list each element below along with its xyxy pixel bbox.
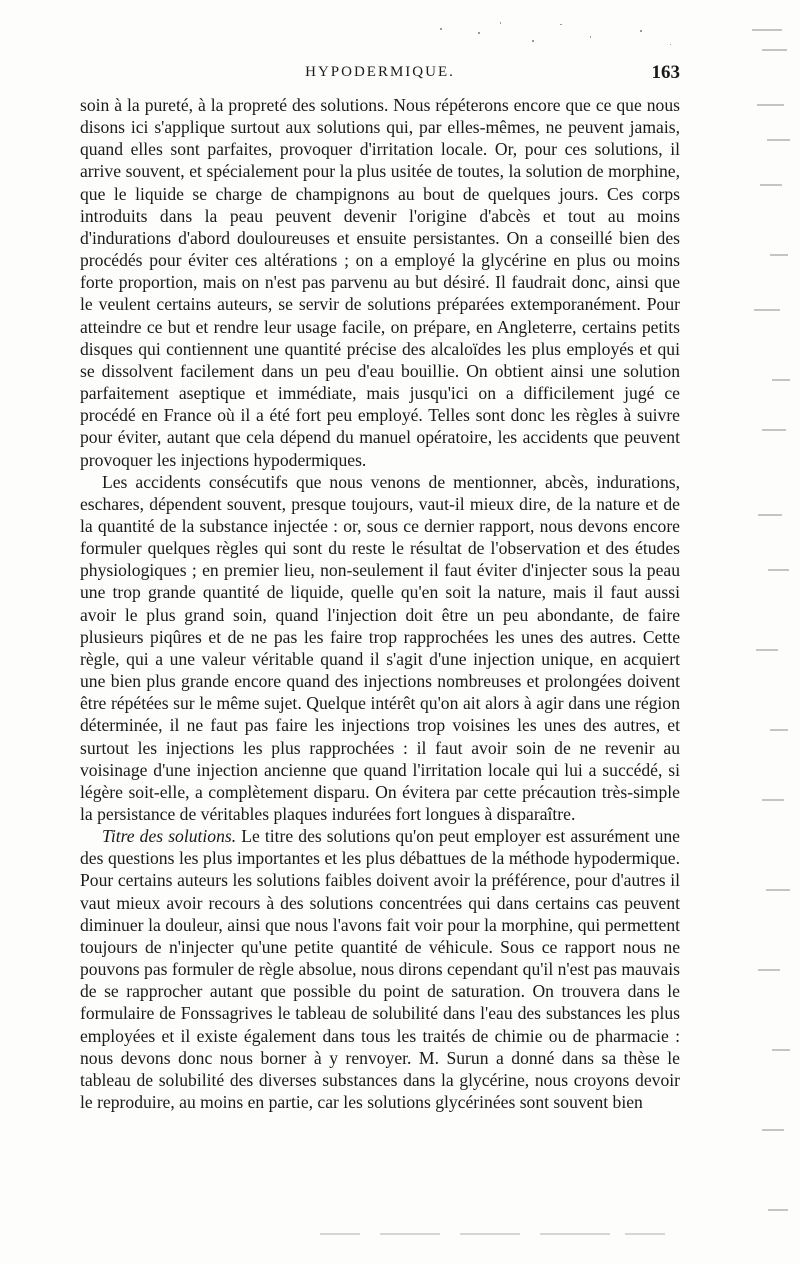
- paragraph-titre-des-solutions: [80, 825, 680, 1113]
- print-bleed-marks-right: [732, 10, 792, 1250]
- paragraph-text: Le titre des solutions qu'on peut employer est assurément une des questions les plus importantes et les plus débattues de la méthode hypodermique. Pour certains auteurs les solutions faibles doivent avoir la préférence, pour d'autres il vaut mieux avoir recours à des solutions concentrées qui dans certains cas peuvent diminuer la douleur, ainsi que nous l'avons fait voir pour la morphine, qui permettent toujours de n'injecter qu'une petite quantité de véhicule. Sous ce rapport nous ne pouvons pas formuler de règle absolue, nous dirons cependant qu'il n'est pas mauvais de se rapprocher autant que possible du point de saturation. On trouvera dans le formulaire de Fonssagrives le tableau de solubilité dans l'eau des substances les plus employées et il existe également dans tous les traités de chimie ou de pharmacie : nous devons donc nous borner à y renvoyer. M. Surun a donné dans sa thèse le tableau de solubilité des diverses substances dans la glycérine, nous croyons devoir le reproduire, au moins en partie, car les solutions glycérinées sont souvent bien: [80, 826, 680, 1113]
- paragraph-accidents: [80, 471, 680, 826]
- running-header: [80, 60, 680, 86]
- print-bleed-marks-bottom: [320, 1229, 670, 1239]
- paragraph-text: Les accidents consécutifs que nous venons de mentionner, abcès, indurations, eschares, dépendent souvent, presque toujours, vaut-il mieux dire, de la nature et de la quantité de la substance injectée : or, sous ce dernier rapport, nous devons encore formuler quelques règles qui sont du reste le résultat de l'observation et des études physiologiques ; en premier lieu, non-seulement il faut éviter d'injecter sous la peau une trop grande quantité de liquide, quelle qu'en soit la nature, mais il faut aussi avoir le plus grand soin, quand l'injection doit être un peu abondante, de faire plusieurs piqûres et de ne pas les faire trop rapprochées les unes des autres. Cette règle, qui a une valeur véritable quand il s'agit d'une injection unique, en acquiert une bien plus grande encore quand des injections nombreuses et prolongées doivent être répétées sur le même sujet. Quelque intérêt qu'on ait alors à agir dans une région déterminée, il ne faut pas faire les injections trop voisines les unes des autres, et surtout les injections les plus rapprochées : il faut avoir soin de ne revenir au voisinage d'une injection ancienne que quand l'irritation locale qui lui a succédé, si légère soit-elle, a complètement disparu. On évitera par cette précaution très-simple la persistance de véritables plaques indurées fort longues à disparaître.: [80, 471, 680, 824]
- text-body: [80, 94, 680, 1113]
- paragraph-text: soin à la pureté, à la propreté des solutions. Nous répéterons encore que ce que nous disons ici s'applique surtout aux solutions qui, par elles-mêmes, ne peuvent jamais, quand elles sont parfaites, provoquer d'irritation locale. Or, pour ces solutions, il arrive souvent, et spécialement pour la plus usitée de toutes, la solution de morphine, que le liquide se charge de champignons au bout de quelques jours. Ces corps introduits dans la peau peuvent devenir l'origine d'abcès et tout au moins d'indurations d'abord douloureuses et ensuite persistantes. On a conseillé bien des procédés pour éviter ces altérations ; on a employé la glycérine en plus ou moins forte proportion, mais on n'est pas parvenu au but désiré. Il faudrait donc, ainsi que le veulent certains auteurs, se servir de solutions préparées extemporanément. Pour atteindre ce but et rendre leur usage facile, on prépare, en Angleterre, certains petits disques qui contiennent une quantité précise des alcaloïdes les plus employés et qui se dissolvent facilement dans un peu d'eau bouillie. On obtient ainsi une solution parfaitement aseptique et immédiate, mais jusqu'ici on a difficilement jugé ce procédé en France où il a été fort peu employé. Telles sont donc les règles à suivre pour éviter, autant que cela dépend du manuel opératoire, les accidents que peuvent provoquer les injections hypodermiques.: [80, 95, 680, 470]
- print-bleed-marks-top: [440, 18, 700, 48]
- running-title: HYPODERMIQUE.: [305, 64, 455, 80]
- paragraph-heading: Titre des solutions.: [102, 826, 237, 847]
- page-number: 163: [651, 62, 680, 83]
- paragraph-continuation: [80, 94, 680, 471]
